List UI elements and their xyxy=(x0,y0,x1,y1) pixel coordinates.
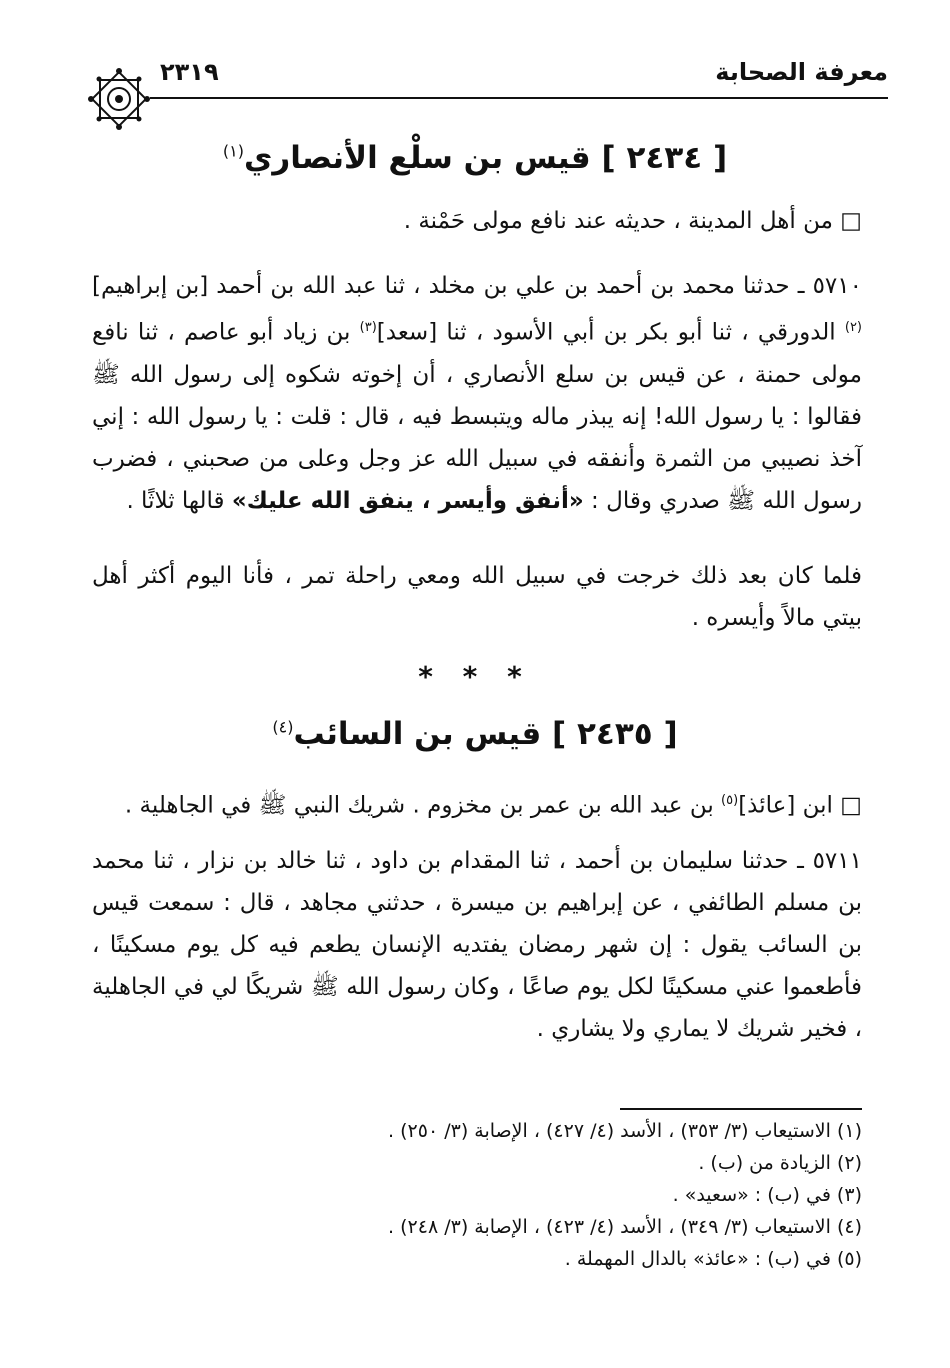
intro-text: بن عبد الله بن عمر بن مخزوم . شريك النبي ﷺ في الجاهلية . xyxy=(124,792,722,819)
footnote-rule xyxy=(620,1108,862,1110)
footnote-item: (٥) في (ب) : «عائذ» بالدال المهملة . xyxy=(564,1248,862,1270)
entry-heading-2434 xyxy=(0,140,950,176)
hadith-text: الدورقي ، ثنا أبو بكر بن أبي الأسود ، ثنا [سعد] xyxy=(376,319,845,346)
closing-paragraph: فلما كان بعد ذلك خرجت في سبيل الله ومعي راحلة تمر ، فأنا اليوم أكثر أهل بيتي مالاً وأيسره . xyxy=(92,563,862,631)
entry-heading-text: [ ٢٤٣٥ ] قيس بن السائب xyxy=(293,716,678,752)
footnote-item: (١) الاستيعاب (٣/ ٣٥٣) ، الأسد (٤/ ٤٢٧) ، الإصابة (٣/ ٢٥٠) . xyxy=(388,1120,862,1142)
footnote-item: (٤) الاستيعاب (٣/ ٣٤٩) ، الأسد (٤/ ٤٢٣) ، الإصابة (٣/ ٢٤٨) . xyxy=(388,1216,862,1238)
intro-text: □ ابن [عائذ] xyxy=(738,792,862,819)
entry-heading-text: [ ٢٤٣٤ ] قيس بن سلْع الأنصاري xyxy=(243,140,728,176)
running-title: معرفة الصحابة xyxy=(715,58,888,86)
entry-intro: □ من أهل المدينة ، حديثه عند نافع مولى حَمْنة . xyxy=(403,208,862,234)
section-separator: * * * xyxy=(418,660,532,693)
hadith-text: بن زياد أبو عاصم ، ثنا نافع مولى حمنة ، عن قيس بن سلع الأنصاري ، أن إخوته شكوه إلى رسول الله ﷺ فقالوا : يا رسول الله! إنه يبذر ماله ويتبسط فيه ، قال : قلت : يا رسول الله : إني آخذ نصيبي من الثمرة وأنفقه في سبيل الله عز وجل وعلى من صحبني ، فضرب رسول الله ﷺ صدري وقال : xyxy=(92,319,862,514)
footnote-ref: (٥) xyxy=(721,793,739,808)
entry-heading-2435 xyxy=(0,716,950,752)
hadith-text: ٥٧١٠ ـ حدثنا محمد بن أحمد بن علي بن مخلد ، ثنا عبد الله بن أحمد [بن إبراهيم] xyxy=(92,273,862,299)
footnote-ref: (٤) xyxy=(272,717,294,737)
hadith-text: قالها ثلاثًا . xyxy=(126,487,232,514)
footnote-item: (٣) في (ب) : «سعيد» . xyxy=(672,1184,862,1206)
hadith-5711: ٥٧١١ ـ حدثنا سليمان بن أحمد ، ثنا المقدام بن داود ، ثنا خالد بن نزار ، ثنا محمد بن مسلم الطائفي ، عن إبراهيم بن ميسرة ، حدثني مجاهد ، قال : سمعت قيس بن السائب يقول : إن شهر رمضان يفتديه الإنسان يطعم فيه كل يوم مسكينًا ، فأطعموا عني مسكينًا لكل يوم صاعًا ، وكان رسول الله ﷺ شريكًا لي في الجاهلية ، فخير شريك لا يماري ولا يشاري . xyxy=(92,848,862,1042)
footnote-item: (٢) الزيادة من (ب) . xyxy=(698,1152,862,1174)
footnote-ref: (١) xyxy=(222,141,244,161)
entry-intro xyxy=(92,780,862,827)
footnote-ref: (٣) xyxy=(359,320,377,335)
footnote-ref: (٢) xyxy=(844,320,862,335)
page-number: ٢٣١٩ xyxy=(160,58,219,86)
ornament-icon xyxy=(86,66,152,132)
footnotes xyxy=(92,1115,862,1275)
prophetic-quote: «أنفق وأيسر ، ينفق الله عليك» xyxy=(231,487,584,514)
header-rule xyxy=(150,97,888,99)
hadith-5710 xyxy=(92,265,862,522)
